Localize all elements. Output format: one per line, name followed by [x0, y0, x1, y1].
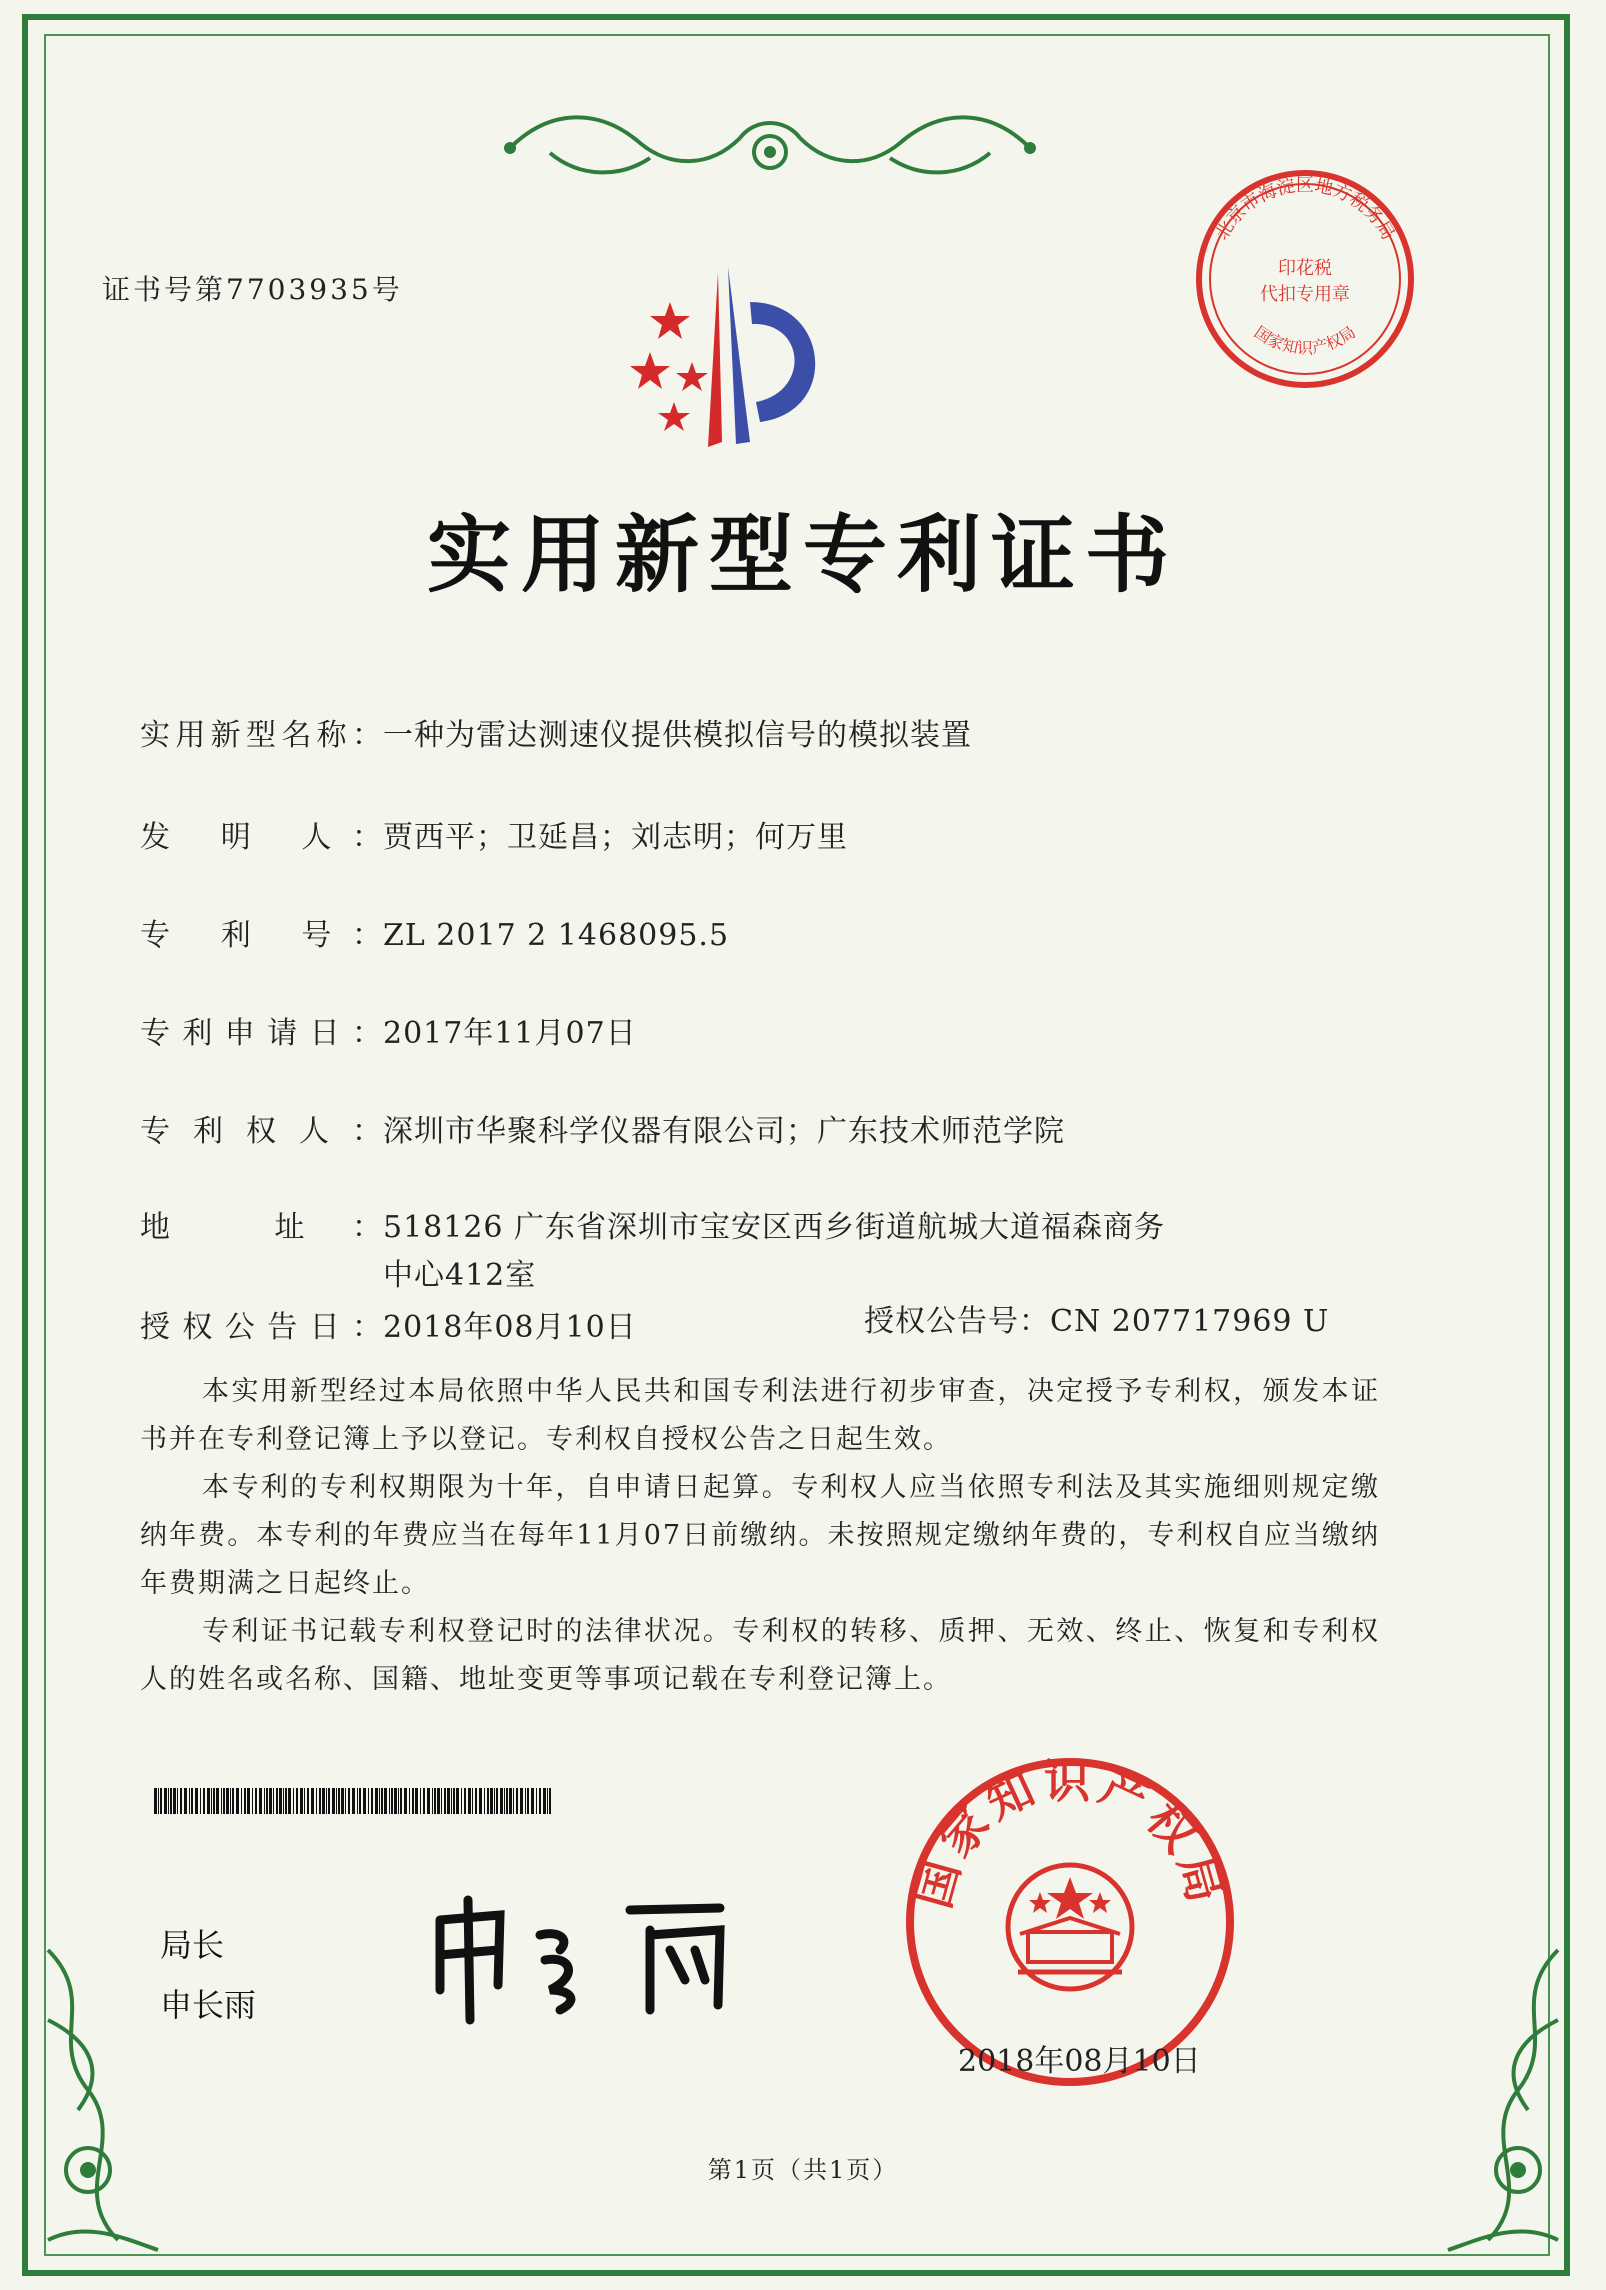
barcode-bar — [338, 1788, 340, 1814]
field-label: 地 址： — [140, 1210, 383, 1245]
field-value: 一种为雷达测速仪提供模拟信号的模拟装置 — [383, 718, 972, 753]
barcode-bar — [375, 1788, 378, 1814]
paragraph-legal-status: 专利证书记载专利权登记时的法律状况。专利权的转移、质押、无效、终止、恢复和专利权人的姓名或名称、国籍、地址变更等事项记载在专利登记簿上。 — [140, 1616, 1380, 1695]
field-grant-date — [140, 1302, 637, 1346]
barcode-bar — [427, 1788, 430, 1814]
barcode-bar — [381, 1788, 383, 1814]
barcode-bar — [336, 1788, 337, 1814]
field-value: 深圳市华聚科学仪器有限公司；广东技术师范学院 — [383, 1114, 1065, 1149]
barcode-bar — [434, 1788, 436, 1814]
barcode-bar — [184, 1788, 187, 1814]
barcode-bar — [409, 1788, 410, 1814]
certificate-title: 实用新型专利证书 — [426, 506, 1179, 604]
barcode-bar — [207, 1788, 210, 1814]
barcode-bar — [341, 1788, 344, 1814]
barcode-bar — [164, 1788, 167, 1814]
barcode-bar — [368, 1788, 369, 1814]
barcode-bar — [490, 1788, 493, 1814]
field-value: 518126 广东省深圳市宝安区西乡街道航城大道福森商务 — [383, 1210, 1166, 1245]
barcode-bar — [394, 1788, 397, 1814]
barcode-bar — [520, 1788, 523, 1814]
field-patentee — [140, 1106, 1065, 1150]
svg-text:北京市海淀区地方税务局 — [1211, 175, 1398, 244]
barcode-bar — [484, 1788, 485, 1814]
barcode-bar — [300, 1788, 303, 1814]
field-label: 专利权人： — [140, 1114, 383, 1149]
paragraph-grant: 本实用新型经过本局依照中华人民共和国专利法进行初步审查，决定授予专利权，颁发本证书并在专利登记簿上予以登记。专利权自授权公告之日起生效。 — [140, 1376, 1380, 1455]
field-label: 发 明 人： — [140, 820, 383, 855]
barcode-bar — [191, 1788, 193, 1814]
barcode-bar — [398, 1788, 399, 1814]
barcode-bar — [525, 1788, 526, 1814]
field-value: CN 207717969 U — [1050, 1304, 1330, 1339]
barcode-bar — [441, 1788, 442, 1814]
barcode-bar — [516, 1788, 518, 1814]
barcode-bar — [420, 1788, 421, 1814]
field-address — [140, 1202, 1165, 1246]
barcode-bar — [472, 1788, 473, 1814]
barcode-bar — [247, 1788, 250, 1814]
right-corner-ornament — [1438, 1940, 1578, 2260]
barcode-bar — [244, 1788, 246, 1814]
barcode-bar — [221, 1788, 222, 1814]
barcode-bar — [173, 1788, 176, 1814]
barcode-bar — [379, 1788, 380, 1814]
barcode-bar — [279, 1788, 282, 1814]
barcode-bar — [461, 1788, 462, 1814]
barcode-bar — [326, 1788, 327, 1814]
barcode-bar — [319, 1788, 321, 1814]
svg-text:国家知识产权局 — [1251, 322, 1359, 357]
field-label: 专 利 号： — [140, 918, 383, 953]
barcode-bar — [464, 1788, 466, 1814]
barcode-bar — [316, 1788, 317, 1814]
barcode-bar — [415, 1788, 418, 1814]
field-label: 专利申请日： — [140, 1016, 383, 1051]
barcode-bar — [158, 1788, 159, 1814]
barcode-bar — [543, 1788, 546, 1814]
tax-stamp-center-line1: 印花税 — [1278, 258, 1332, 279]
barcode-bar — [444, 1788, 446, 1814]
barcode-bar — [259, 1788, 262, 1814]
barcode-bar — [216, 1788, 219, 1814]
barcode-bar — [322, 1788, 325, 1814]
handwritten-signature — [420, 1880, 780, 2030]
barcode-bar — [496, 1788, 498, 1814]
barcode-bar — [539, 1788, 541, 1814]
barcode-bar — [236, 1788, 239, 1814]
barcode-bar — [230, 1788, 231, 1814]
field-inventors — [140, 812, 848, 856]
barcode-bar — [513, 1788, 514, 1814]
tax-stamp-seal — [1192, 166, 1418, 392]
barcode-bar — [468, 1788, 471, 1814]
barcode-bar — [232, 1788, 234, 1814]
barcode-bar — [357, 1788, 358, 1814]
barcode-bar — [269, 1788, 272, 1814]
barcode-bar — [456, 1788, 459, 1814]
barcode — [154, 1788, 554, 1814]
seal-ring-text: 国家知识产权局 — [905, 1754, 1235, 1914]
barcode-bar — [252, 1788, 253, 1814]
barcode-bar — [437, 1788, 440, 1814]
certificate-number: 证书号第7703935号 — [102, 273, 403, 306]
barcode-bar — [527, 1788, 529, 1814]
tax-stamp-center-line2: 代扣专用章 — [1260, 284, 1350, 305]
top-ornament — [490, 108, 1050, 188]
barcode-bar — [266, 1788, 268, 1814]
field-label: 实用新型名称： — [140, 718, 383, 753]
barcode-bar — [154, 1788, 157, 1814]
barcode-bar — [180, 1788, 182, 1814]
barcode-bar — [273, 1788, 274, 1814]
barcode-bar — [500, 1788, 503, 1814]
tax-stamp-bottom-text: 国家知识产权局 — [1250, 322, 1360, 358]
director-title: 局长 — [160, 1926, 225, 1964]
barcode-bar — [226, 1788, 229, 1814]
barcode-bar — [391, 1788, 393, 1814]
barcode-bar — [195, 1788, 198, 1814]
field-value: 贾西平；卫延昌；刘志明；何万里 — [383, 820, 848, 855]
barcode-bar — [288, 1788, 291, 1814]
barcode-bar — [509, 1788, 512, 1814]
barcode-bar — [332, 1788, 335, 1814]
barcode-bar — [296, 1788, 298, 1814]
barcode-bar — [203, 1788, 205, 1814]
barcode-bar — [404, 1788, 407, 1814]
barcode-bar — [211, 1788, 212, 1814]
barcode-bar — [304, 1788, 305, 1814]
barcode-bar — [189, 1788, 190, 1814]
barcode-bar — [506, 1788, 508, 1814]
barcode-bar — [389, 1788, 390, 1814]
barcode-bar — [283, 1788, 284, 1814]
paragraph-term: 本专利的专利权期限为十年，自申请日起算。专利权人应当依照专利法及其实施细则规定缴纳年费。本专利的年费应当在每年11月07日前缴纳。未按照规定缴纳年费的，专利权自应当缴纳年费期满之日起终止。 — [140, 1472, 1380, 1599]
field-value: 2018年08月10日 — [383, 1310, 637, 1345]
director-name: 申长雨 — [160, 1986, 257, 2024]
barcode-bar — [285, 1788, 287, 1814]
national-emblem — [1008, 1865, 1132, 1989]
cnipa-logo — [610, 262, 870, 452]
barcode-bar — [494, 1788, 495, 1814]
barcode-bar — [451, 1788, 452, 1814]
left-corner-ornament — [28, 1940, 168, 2260]
barcode-bar — [371, 1788, 373, 1814]
barcode-bar — [255, 1788, 257, 1814]
barcode-bar — [479, 1788, 482, 1814]
field-utility-name — [140, 710, 972, 754]
page-number: 第1页（共1页） — [707, 2156, 899, 2184]
field-label: 授权公告号： — [864, 1304, 1050, 1339]
barcode-bar — [264, 1788, 265, 1814]
barcode-bar — [547, 1788, 548, 1814]
barcode-bar — [241, 1788, 242, 1814]
barcode-bar — [412, 1788, 414, 1814]
barcode-bar — [487, 1788, 489, 1814]
barcode-bar — [504, 1788, 505, 1814]
barcode-bar — [328, 1788, 330, 1814]
barcode-bar — [311, 1788, 314, 1814]
barcode-bar — [348, 1788, 350, 1814]
field-publication-number — [864, 1296, 1329, 1340]
barcode-bar — [423, 1788, 425, 1814]
barcode-bar — [293, 1788, 294, 1814]
barcode-bar — [432, 1788, 433, 1814]
barcode-bar — [223, 1788, 225, 1814]
field-patent-number — [140, 910, 729, 954]
field-application-date — [140, 1008, 637, 1052]
tax-stamp-ring-text: 北京市海淀区地方税务局 — [1211, 175, 1399, 244]
barcode-bar — [536, 1788, 537, 1814]
field-label: 授权公告日： — [140, 1310, 383, 1345]
field-address-line2: 中心412室 — [383, 1258, 537, 1293]
barcode-bar — [345, 1788, 346, 1814]
barcode-bar — [447, 1788, 450, 1814]
field-value: 2017年11月07日 — [383, 1016, 637, 1051]
barcode-bar — [531, 1788, 534, 1814]
barcode-bar — [359, 1788, 361, 1814]
barcode-bar — [170, 1788, 172, 1814]
barcode-bar — [352, 1788, 355, 1814]
barcode-bar — [549, 1788, 551, 1814]
barcode-bar — [363, 1788, 366, 1814]
barcode-bar — [475, 1788, 477, 1814]
barcode-bar — [200, 1788, 201, 1814]
barcode-bar — [213, 1788, 215, 1814]
barcode-bar — [400, 1788, 402, 1814]
barcode-bar — [160, 1788, 162, 1814]
field-value: ZL 2017 2 1468095.5 — [383, 918, 730, 953]
barcode-bar — [384, 1788, 387, 1814]
barcode-bar — [276, 1788, 278, 1814]
barcode-bar — [307, 1788, 309, 1814]
seal-date: 2018年08月10日 — [958, 2044, 1201, 2079]
barcode-bar — [177, 1788, 178, 1814]
barcode-bar — [453, 1788, 455, 1814]
barcode-bar — [168, 1788, 169, 1814]
